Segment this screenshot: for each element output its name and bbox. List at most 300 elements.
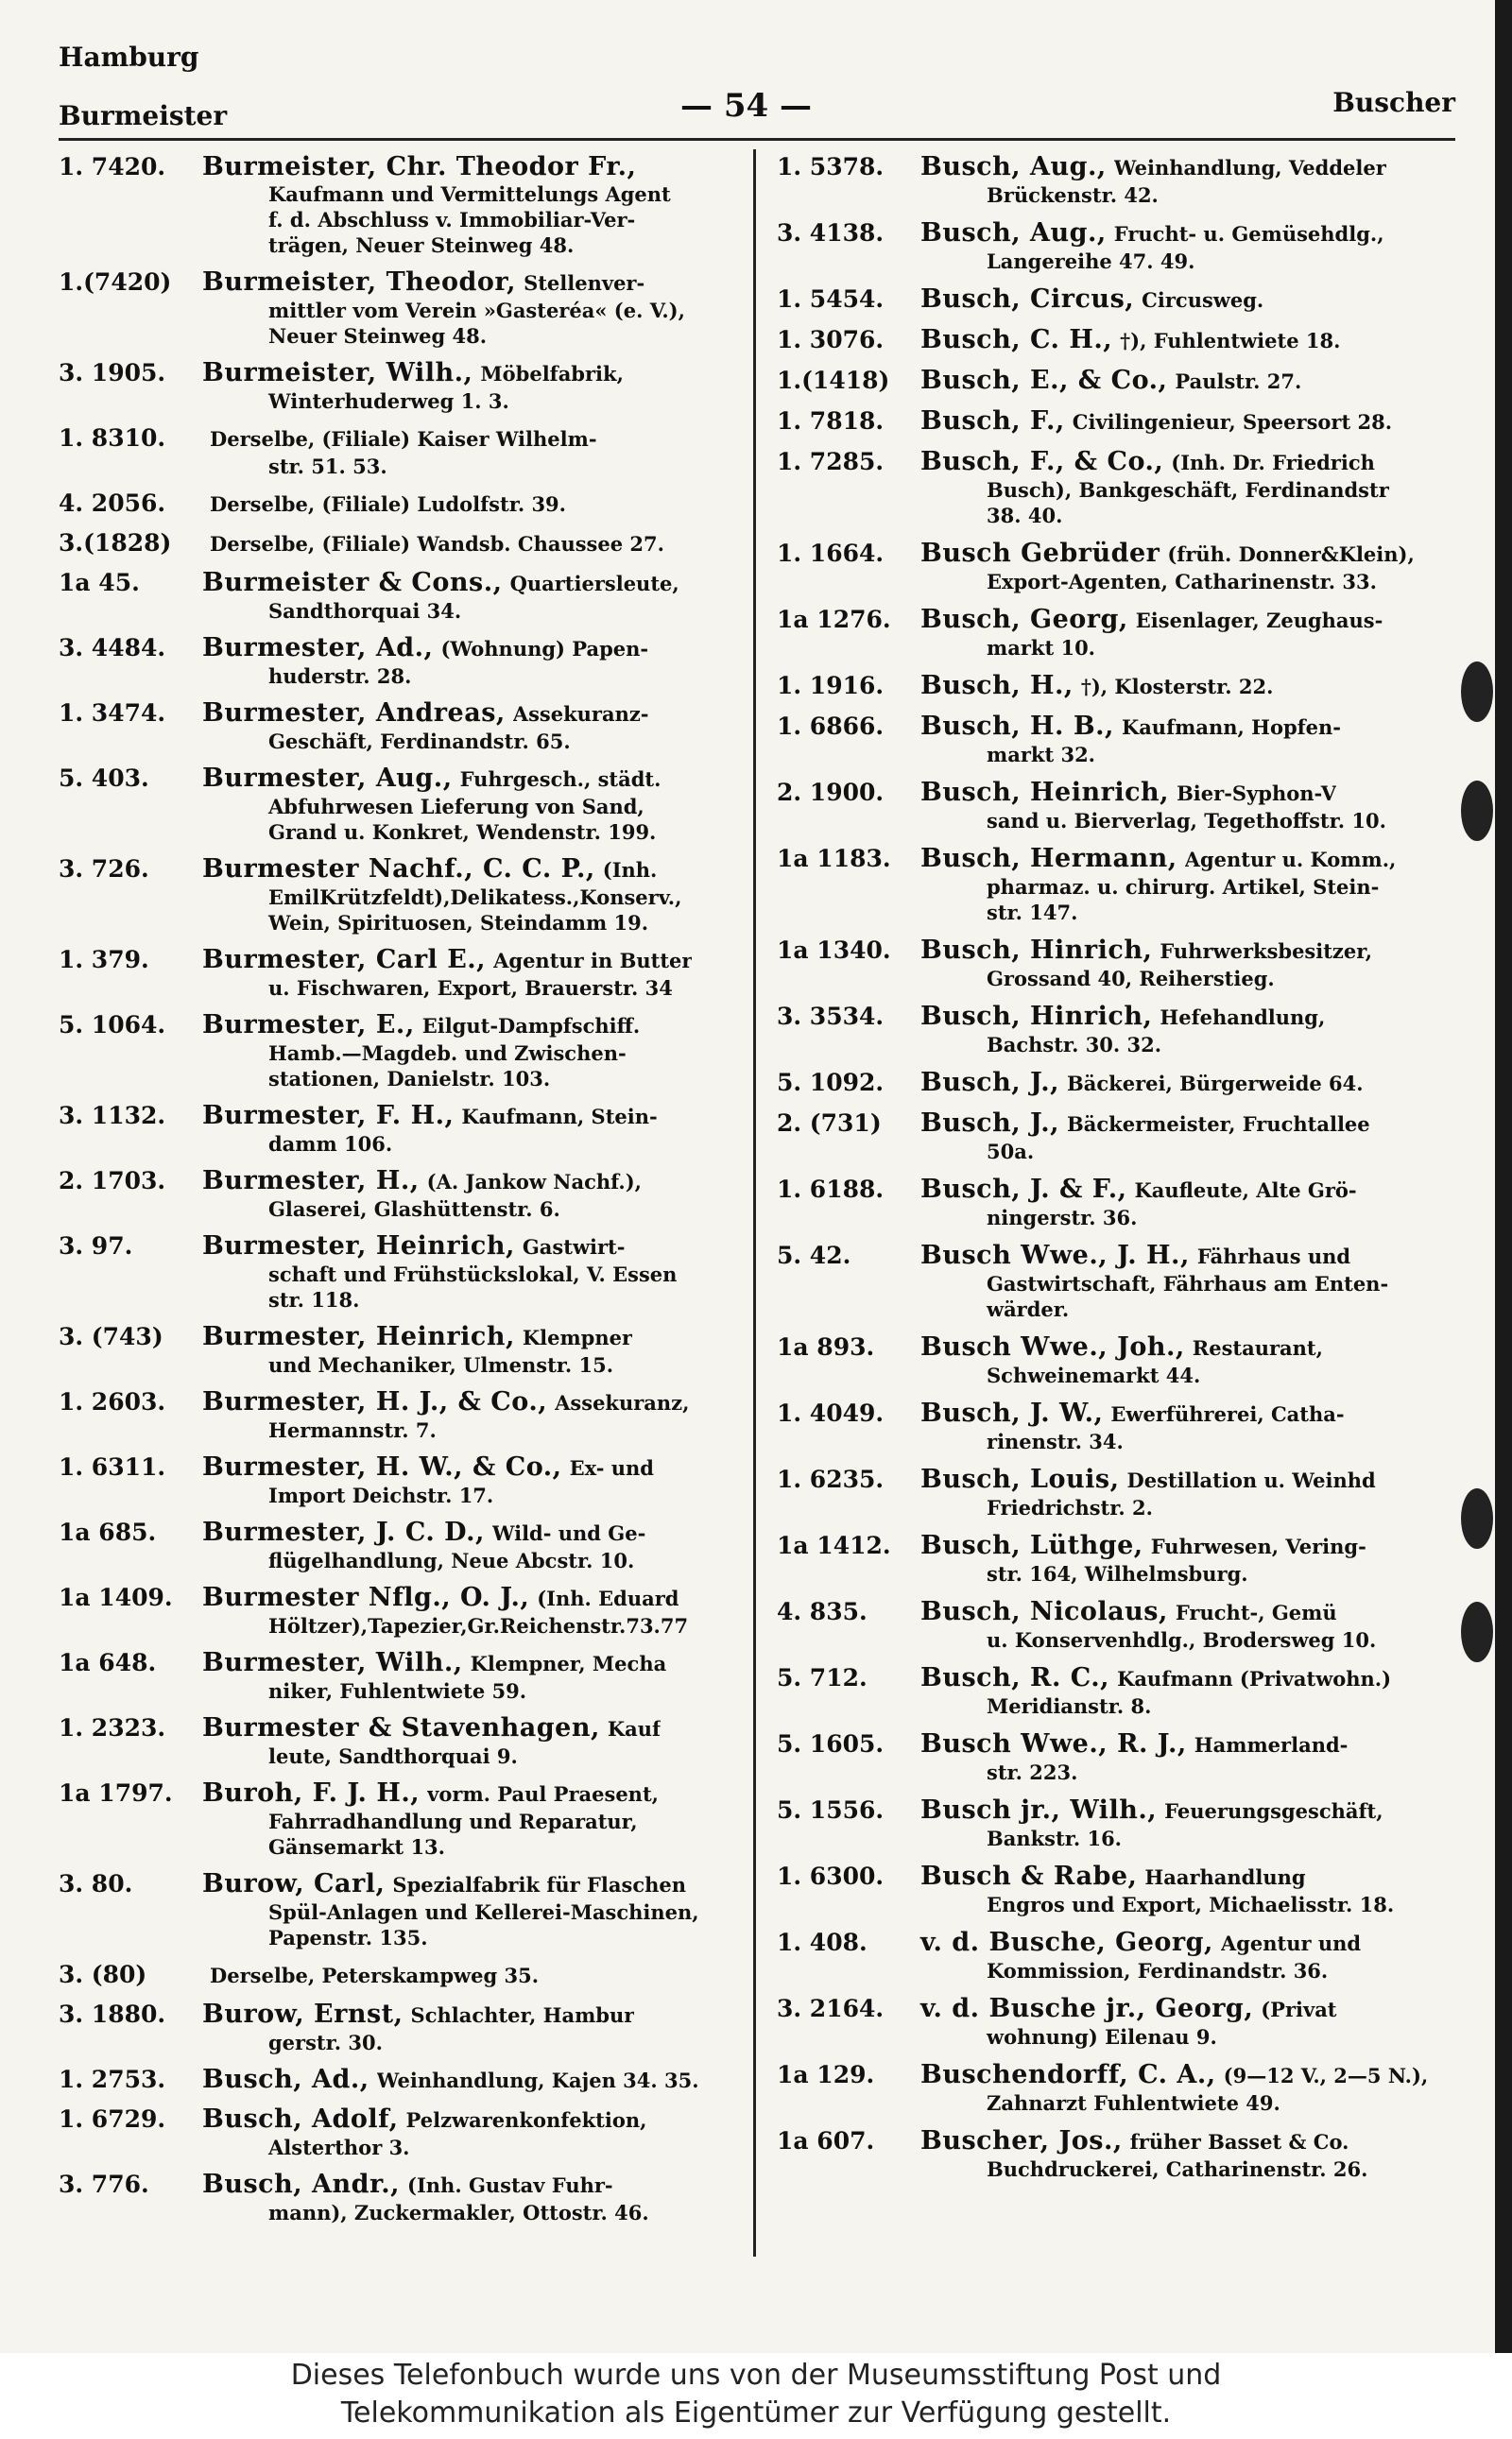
- subscriber-name: Busch, H. B.,: [920, 712, 1114, 741]
- subscriber-name: Burmester, E.,: [202, 1010, 415, 1039]
- phone-number: 2. 1900.: [777, 779, 885, 806]
- entry-description: Fuhrgesch., städt.: [459, 767, 662, 791]
- entry-first-line: [59, 2105, 739, 2135]
- entry-continuation-line: pharmaz. u. chirurg. Artikel, Stein-: [987, 875, 1380, 899]
- phone-number: 1. 3076.: [777, 326, 885, 353]
- entry-continuation-line: str. 147.: [987, 901, 1078, 924]
- directory-entry: [777, 153, 1457, 208]
- phone-number: 3. 97.: [59, 1232, 133, 1260]
- subscriber-name: Burmester & Stavenhagen,: [202, 1713, 600, 1743]
- subscriber-name: Busch, Heinrich,: [920, 778, 1170, 807]
- entry-first-line: [59, 946, 739, 975]
- phone-number: 3. 4484.: [59, 634, 166, 661]
- entry-first-line: [59, 529, 739, 558]
- entry-first-line: [59, 1232, 739, 1262]
- page-number: — 54 —: [680, 87, 812, 125]
- entry-description: Restaurant,: [1192, 1336, 1323, 1360]
- entry-continuation-line: Kommission, Ferdinandstr. 36.: [987, 1959, 1329, 1983]
- entry-first-line: [777, 1333, 1457, 1363]
- subscriber-name: Burmester Nachf., C. C. P.,: [202, 854, 595, 884]
- phone-number: 3. 4138.: [777, 219, 885, 247]
- entry-continuation-line: Wein, Spirituosen, Steindamm 19.: [268, 911, 649, 935]
- subscriber-name: Burmeister, Chr. Theodor Fr.,: [202, 152, 637, 181]
- entry-description: Kaufmann (Privatwohn.): [1117, 1667, 1392, 1691]
- entry-description: Kauf: [607, 1717, 662, 1741]
- entry-first-line: [777, 1598, 1457, 1627]
- directory-entry: [59, 764, 739, 845]
- directory-entry: [59, 529, 739, 558]
- entry-continuation-line: Bankstr. 16.: [987, 1827, 1122, 1850]
- phone-number: 1. 2753.: [59, 2066, 166, 2093]
- entry-description: Kaufmann, Stein-: [461, 1105, 658, 1128]
- entry-description: Agentur und: [1220, 1932, 1362, 1955]
- entry-continuation-line: flügelhandlung, Neue Abcstr. 10.: [268, 1549, 635, 1572]
- entry-continuation-line: wohnung) Eilenau 9.: [987, 2025, 1217, 2049]
- directory-entry: [59, 424, 739, 479]
- directory-entry: [777, 1069, 1457, 1098]
- entry-first-line: [59, 490, 739, 519]
- entry-description: Klempner, Mecha: [470, 1652, 667, 1675]
- entry-continuation-line: EmilKrützfeldt),Delikatess.,Konserv.,: [268, 885, 682, 909]
- phone-number: 1. 7420.: [59, 153, 166, 180]
- directory-entry: [777, 779, 1457, 833]
- phone-number: 5. 712.: [777, 1664, 868, 1692]
- phone-number: 4. 835.: [777, 1598, 868, 1625]
- entry-first-line: [777, 1003, 1457, 1032]
- entry-description: Gastwirt-: [522, 1235, 626, 1259]
- directory-entry: [777, 1929, 1457, 1984]
- phone-number: 1.(7420): [59, 268, 172, 296]
- subscriber-name: Busch, Ad.,: [202, 2065, 369, 2094]
- entry-continuation-line: huderstr. 28.: [268, 664, 412, 688]
- subscriber-name: Busch, R. C.,: [920, 1663, 1110, 1692]
- entry-continuation-line: str. 51. 53.: [268, 455, 387, 478]
- phone-number: 1. 8310.: [59, 424, 166, 452]
- entry-first-line: [777, 448, 1457, 477]
- header-city: Hamburg: [59, 42, 199, 73]
- entry-first-line: [59, 569, 739, 598]
- subscriber-name: Burmester, Aug.,: [202, 764, 453, 793]
- entry-continuation-line: mittler vom Verein »Gasteréa« (e. V.),: [268, 299, 685, 322]
- subscriber-name: Busch Wwe., R. J.,: [920, 1729, 1187, 1759]
- entry-continuation-line: Neuer Steinweg 48.: [268, 324, 487, 348]
- entry-continuation-line: Export-Agenten, Catharinenstr. 33.: [987, 570, 1377, 593]
- phone-number: 1. 3474.: [59, 699, 166, 727]
- directory-entry: [777, 606, 1457, 661]
- entry-description: (9—12 V., 2—5 N.),: [1223, 2064, 1429, 2087]
- entry-continuation-line: Hamb.—Magdeb. und Zwischen-: [268, 1041, 627, 1065]
- phone-number: 3. (743): [59, 1323, 163, 1350]
- phone-number: 4. 2056.: [59, 490, 166, 517]
- phone-number: 3. 80.: [59, 1870, 133, 1898]
- entry-first-line: [59, 1323, 739, 1352]
- entry-description: Hefehandlung,: [1160, 1005, 1326, 1029]
- phone-number: 1a 45.: [59, 569, 140, 596]
- directory-entry: [59, 946, 739, 1001]
- entry-description: (A. Jankow Nachf.),: [426, 1170, 642, 1194]
- entry-first-line: [777, 1796, 1457, 1826]
- directory-entry: [777, 367, 1457, 396]
- directory-entry: [777, 448, 1457, 528]
- entry-description: Derselbe, (Filiale) Kaiser Wilhelm-: [210, 427, 597, 451]
- entry-description: Eilgut-Dampfschiff.: [421, 1014, 641, 1038]
- phone-number: 1a 129.: [777, 2061, 875, 2088]
- phone-number: 1. 1916.: [777, 672, 885, 699]
- entry-first-line: [59, 268, 739, 298]
- entry-first-line: [777, 407, 1457, 437]
- header-left-keyword: Burmeister: [59, 100, 228, 131]
- phone-number: 3. 1905.: [59, 359, 166, 386]
- phone-number: 1.(1418): [777, 367, 890, 394]
- phone-number: 5. 1605.: [777, 1730, 885, 1758]
- entry-description: †), Klosterstr. 22.: [1080, 675, 1274, 698]
- entry-continuation-line: gerstr. 30.: [268, 2031, 383, 2054]
- entry-description: früher Basset & Co.: [1129, 2130, 1349, 2154]
- directory-entry: [777, 1598, 1457, 1653]
- entry-first-line: [59, 1649, 739, 1678]
- left-column: [59, 153, 739, 2236]
- entry-first-line: [777, 2061, 1457, 2090]
- phone-number: 1. 6188.: [777, 1176, 885, 1203]
- subscriber-name: Burmester Nflg., O. J.,: [202, 1583, 530, 1612]
- subscriber-name: Busch, Andr.,: [202, 2170, 401, 2199]
- directory-entry: [59, 634, 739, 689]
- subscriber-name: Busch, Louis,: [920, 1465, 1120, 1494]
- directory-entry: [59, 699, 739, 754]
- directory-entry: [59, 490, 739, 519]
- entry-description: Destillation u. Weinhd: [1126, 1469, 1376, 1492]
- entry-continuation-line: Engros und Export, Michaelisstr. 18.: [987, 1893, 1395, 1916]
- entry-description: (Inh.: [602, 858, 658, 882]
- entry-continuation-line: leute, Sandthorquai 9.: [268, 1744, 518, 1768]
- phone-number: 3. 1132.: [59, 1102, 166, 1129]
- entry-first-line: [59, 1453, 739, 1483]
- entry-first-line: [59, 1870, 739, 1899]
- entry-description: Stellenver-: [524, 271, 645, 295]
- subscriber-name: Busch, J.,: [920, 1068, 1060, 1097]
- footer-notice: [0, 2353, 1512, 2439]
- phone-number: 5. 403.: [59, 764, 149, 792]
- directory-entry: [777, 672, 1457, 701]
- entry-first-line: [777, 606, 1457, 635]
- directory-entry: [59, 1649, 739, 1704]
- subscriber-name: Burmester, Heinrich,: [202, 1322, 515, 1351]
- entry-first-line: [59, 1961, 739, 1990]
- directory-entry: [59, 2066, 739, 2095]
- entry-first-line: [59, 634, 739, 663]
- entry-first-line: [59, 1011, 739, 1040]
- entry-first-line: [777, 1863, 1457, 1892]
- phone-number: 1a 1409.: [59, 1584, 173, 1611]
- phone-number: 1. 2603.: [59, 1388, 166, 1416]
- directory-entry: [777, 1242, 1457, 1322]
- directory-entry: [59, 2105, 739, 2160]
- subscriber-name: Busch, Aug.,: [920, 218, 1107, 248]
- entry-first-line: [777, 1242, 1457, 1271]
- entry-first-line: [777, 326, 1457, 355]
- entry-description: Assekuranz,: [555, 1391, 690, 1415]
- entry-continuation-line: rinenstr. 34.: [987, 1430, 1124, 1453]
- subscriber-name: Busch, Georg,: [920, 605, 1128, 634]
- subscriber-name: Busch, Hinrich,: [920, 1002, 1153, 1031]
- entry-continuation-line: damm 106.: [268, 1132, 393, 1156]
- entry-first-line: [777, 1995, 1457, 2024]
- header-rule: [59, 138, 1455, 141]
- entry-description: Hammerland-: [1194, 1733, 1349, 1757]
- subscriber-name: Busch, Lüthge,: [920, 1531, 1143, 1560]
- phone-number: 3. 726.: [59, 855, 149, 883]
- directory-entry: [777, 713, 1457, 767]
- subscriber-name: Burmester, H.,: [202, 1166, 420, 1195]
- entry-first-line: [777, 1069, 1457, 1098]
- entry-continuation-line: Geschäft, Ferdinandstr. 65.: [268, 730, 571, 753]
- entry-description: Weinhandlung, Veddeler: [1113, 156, 1386, 180]
- entry-continuation-line: Grossand 40, Reiherstieg.: [987, 967, 1275, 990]
- entry-first-line: [59, 2066, 739, 2095]
- entry-first-line: [777, 1109, 1457, 1139]
- entry-description: Derselbe, (Filiale) Wandsb. Chaussee 27.: [210, 532, 664, 556]
- entry-description: Derselbe, (Filiale) Ludolfstr. 39.: [210, 492, 566, 516]
- subscriber-name: Busch, J. & F.,: [920, 1175, 1127, 1204]
- entry-first-line: [777, 153, 1457, 182]
- entry-first-line: [59, 699, 739, 729]
- phone-number: 1. 4049.: [777, 1400, 885, 1427]
- entry-description: Feuerungsgeschäft,: [1164, 1799, 1383, 1823]
- entry-continuation-line: Langereihe 47. 49.: [987, 249, 1195, 273]
- entry-first-line: [59, 359, 739, 388]
- subscriber-name: Busch, Nicolaus,: [920, 1597, 1168, 1626]
- directory-entry: [59, 1870, 739, 1950]
- subscriber-name: Busch Wwe., Joh.,: [920, 1332, 1185, 1362]
- directory-entry: [777, 1995, 1457, 2050]
- phone-number: 3. 2164.: [777, 1995, 885, 2022]
- footer-line-2: Telekommunikation als Eigentümer zur Verfügung gestellt.: [340, 2396, 1172, 2430]
- phone-number: 1. 5378.: [777, 153, 885, 180]
- entry-continuation-line: Hermannstr. 7.: [268, 1418, 437, 1442]
- directory-entry: [777, 1730, 1457, 1785]
- entry-description: Agentur u. Komm.,: [1184, 848, 1397, 871]
- subscriber-name: Buscher, Jos.,: [920, 2126, 1123, 2156]
- phone-number: 1. 6235.: [777, 1466, 885, 1493]
- phone-number: 3. (80): [59, 1961, 147, 1988]
- entry-description: Schlachter, Hambur: [410, 2003, 635, 2027]
- phone-number: 1a 1412.: [777, 1532, 891, 1559]
- directory-entry: [777, 1664, 1457, 1719]
- entry-description: Eisenlager, Zeughaus-: [1135, 609, 1383, 632]
- subscriber-name: Burmester, Ad.,: [202, 633, 434, 662]
- entry-description: Haarhandlung: [1144, 1865, 1306, 1889]
- directory-entry: [59, 569, 739, 624]
- entry-continuation-line: Glaserei, Glashüttenstr. 6.: [268, 1197, 560, 1221]
- entry-first-line: [59, 1388, 739, 1417]
- directory-entry: [777, 1003, 1457, 1057]
- entry-description: Ewerführerei, Catha-: [1110, 1402, 1345, 1426]
- phone-number: 1. 6311.: [59, 1453, 166, 1481]
- entry-continuation-line: 50a.: [987, 1140, 1035, 1163]
- directory-entry: [59, 2001, 739, 2055]
- directory-entry: [59, 1453, 739, 1508]
- entry-continuation-line: schaft und Frühstückslokal, V. Essen: [268, 1262, 678, 1286]
- phone-number: 1. 6300.: [777, 1863, 885, 1890]
- phone-number: 1. 5454.: [777, 285, 885, 313]
- entry-continuation-line: str. 118.: [268, 1288, 360, 1312]
- entry-description: Civilingenieur, Speersort 28.: [1072, 410, 1393, 434]
- entry-description: Fährhaus und: [1196, 1245, 1351, 1268]
- subscriber-name: Burow, Ernst,: [202, 2000, 404, 2029]
- directory-entry: [59, 1519, 739, 1573]
- phone-number: 1a 1183.: [777, 845, 891, 872]
- directory-entry: [777, 326, 1457, 355]
- entry-first-line: [59, 424, 739, 454]
- subscriber-name: Busch, Adolf,: [202, 2104, 399, 2134]
- entry-first-line: [777, 540, 1457, 569]
- punch-hole: [1461, 1602, 1493, 1662]
- directory-entry: [59, 1167, 739, 1222]
- phone-number: 1. 7285.: [777, 448, 885, 475]
- entry-first-line: [777, 1176, 1457, 1205]
- entry-continuation-line: Winterhuderweg 1. 3.: [268, 389, 509, 413]
- entry-continuation-line: Abfuhrwesen Lieferung von Sand,: [268, 795, 644, 818]
- phone-number: 3.(1828): [59, 529, 172, 557]
- entry-continuation-line: Alsterthor 3.: [268, 2136, 410, 2159]
- subscriber-name: Burmester, J. C. D.,: [202, 1518, 485, 1547]
- entry-description: (Privat: [1261, 1998, 1337, 2021]
- entry-description: Kaufleute, Alte Grö-: [1134, 1178, 1357, 1202]
- entry-description: vorm. Paul Praesent,: [427, 1782, 659, 1806]
- phone-number: 5. 1556.: [777, 1796, 885, 1824]
- subscriber-name: Burmester, F. H.,: [202, 1101, 455, 1130]
- entry-continuation-line: markt 10.: [987, 636, 1095, 660]
- entry-description: Paulstr. 27.: [1175, 369, 1302, 393]
- directory-entry: [59, 1011, 739, 1091]
- entry-description: (Inh. Eduard: [537, 1587, 679, 1610]
- entry-description: (früh. Donner&Klein),: [1167, 542, 1415, 566]
- subscriber-name: Busch, C. H.,: [920, 325, 1113, 354]
- entry-first-line: [59, 855, 739, 885]
- directory-entry: [59, 1323, 739, 1378]
- phone-number: 1a 1797.: [59, 1779, 173, 1807]
- entry-description: (Wohnung) Papen-: [440, 637, 649, 661]
- entry-continuation-line: Gänsemarkt 13.: [268, 1835, 445, 1859]
- entry-first-line: [777, 936, 1457, 966]
- entry-continuation-line: Zahnarzt Fuhlentwiete 49.: [987, 2091, 1280, 2115]
- directory-entry: [777, 1333, 1457, 1388]
- directory-entry: [777, 2127, 1457, 2182]
- entry-continuation-line: ningerstr. 36.: [987, 1206, 1138, 1229]
- subscriber-name: Busch, Aug.,: [920, 152, 1107, 181]
- phone-number: 2. (731): [777, 1109, 882, 1137]
- directory-entry: [59, 153, 739, 258]
- punch-hole: [1461, 1488, 1493, 1549]
- directory-entry: [777, 407, 1457, 437]
- entry-first-line: [777, 672, 1457, 701]
- entry-description: Quartiersleute,: [509, 572, 679, 595]
- phone-number: 5. 1092.: [777, 1069, 885, 1096]
- directory-entry: [777, 845, 1457, 925]
- subscriber-name: Burmester, H. W., & Co.,: [202, 1452, 562, 1482]
- phone-number: 1a 685.: [59, 1519, 157, 1546]
- entry-first-line: [777, 219, 1457, 249]
- entry-first-line: [59, 2001, 739, 2030]
- entry-first-line: [777, 1929, 1457, 1958]
- subscriber-name: Busch Wwe., J. H.,: [920, 1241, 1190, 1270]
- directory-entry: [59, 1779, 739, 1860]
- directory-entry: [777, 1176, 1457, 1230]
- directory-entry: [59, 1584, 739, 1639]
- entry-continuation-line: sand u. Bierverlag, Tegethoffstr. 10.: [987, 809, 1386, 833]
- entry-first-line: [777, 2127, 1457, 2156]
- entry-continuation-line: 38. 40.: [987, 504, 1063, 527]
- entry-description: Bäckerei, Bürgerweide 64.: [1067, 1072, 1364, 1095]
- directory-entry: [59, 1961, 739, 1990]
- subscriber-name: Burmeister, Wilh.,: [202, 358, 473, 387]
- phone-number: 1. 6729.: [59, 2105, 166, 2133]
- entry-continuation-line: Schweinemarkt 44.: [987, 1364, 1201, 1387]
- entry-first-line: [777, 285, 1457, 315]
- phone-number: 1. 2323.: [59, 1714, 166, 1742]
- entry-continuation-line: Papenstr. 135.: [268, 1926, 428, 1949]
- phone-number: 2. 1703.: [59, 1167, 166, 1194]
- subscriber-name: Busch, J. W.,: [920, 1399, 1104, 1428]
- directory-entry: [777, 540, 1457, 594]
- directory-entry: [777, 285, 1457, 315]
- right-column: [777, 153, 1457, 2193]
- entry-description: Fuhrwerksbesitzer,: [1160, 939, 1373, 963]
- entry-continuation-line: str. 223.: [987, 1761, 1078, 1784]
- subscriber-name: Burmeister & Cons.,: [202, 568, 503, 597]
- page-edge-shadow: [1495, 0, 1512, 2353]
- directory-entry: [777, 1466, 1457, 1520]
- entry-description: Circusweg.: [1142, 288, 1264, 312]
- entry-first-line: [59, 2171, 739, 2200]
- phone-number: 1. 7818.: [777, 407, 885, 435]
- directory-entry: [59, 855, 739, 936]
- entry-first-line: [59, 764, 739, 794]
- phone-number: 3. 1880.: [59, 2001, 166, 2028]
- entry-continuation-line: u. Fischwaren, Export, Brauerstr. 34: [268, 976, 673, 1000]
- phone-number: 1a 1340.: [777, 936, 891, 964]
- subscriber-name: Busch, E., & Co.,: [920, 366, 1168, 395]
- column-divider: [753, 149, 756, 2257]
- entry-description: Ex- und: [569, 1456, 654, 1480]
- subscriber-name: Buroh, F. J. H.,: [202, 1778, 421, 1808]
- entry-continuation-line: Busch), Bankgeschäft, Ferdinandstr: [987, 478, 1389, 502]
- entry-description: Möbelfabrik,: [480, 362, 624, 386]
- subscriber-name: Busch, Circus,: [920, 284, 1135, 314]
- entry-continuation-line: Brückenstr. 42.: [987, 183, 1159, 207]
- entry-continuation-line: Friedrichstr. 2.: [987, 1496, 1153, 1520]
- entry-first-line: [59, 1167, 739, 1196]
- subscriber-name: v. d. Busche jr., Georg,: [920, 1994, 1254, 2023]
- entry-description: Derselbe, Peterskampweg 35.: [210, 1964, 540, 1987]
- entry-description: Bäckermeister, Fruchtallee: [1067, 1112, 1370, 1136]
- phone-number: 5. 42.: [777, 1242, 851, 1269]
- phone-number: 1. 408.: [777, 1929, 868, 1956]
- directory-entry: [777, 1863, 1457, 1917]
- header-right-keyword: Buscher: [1332, 87, 1455, 118]
- subscriber-name: Burmester, Wilh.,: [202, 1648, 463, 1677]
- subscriber-name: Busch, Hinrich,: [920, 936, 1153, 965]
- entry-first-line: [59, 1519, 739, 1548]
- entry-first-line: [777, 1400, 1457, 1429]
- entry-description: Kaufmann, Hopfen-: [1121, 715, 1342, 739]
- directory-entry: [777, 2061, 1457, 2116]
- directory-entry: [777, 936, 1457, 991]
- phone-number: 1. 379.: [59, 946, 149, 973]
- directory-entry: [59, 359, 739, 414]
- entry-continuation-line: trägen, Neuer Steinweg 48.: [268, 233, 575, 257]
- directory-entry: [777, 1109, 1457, 1164]
